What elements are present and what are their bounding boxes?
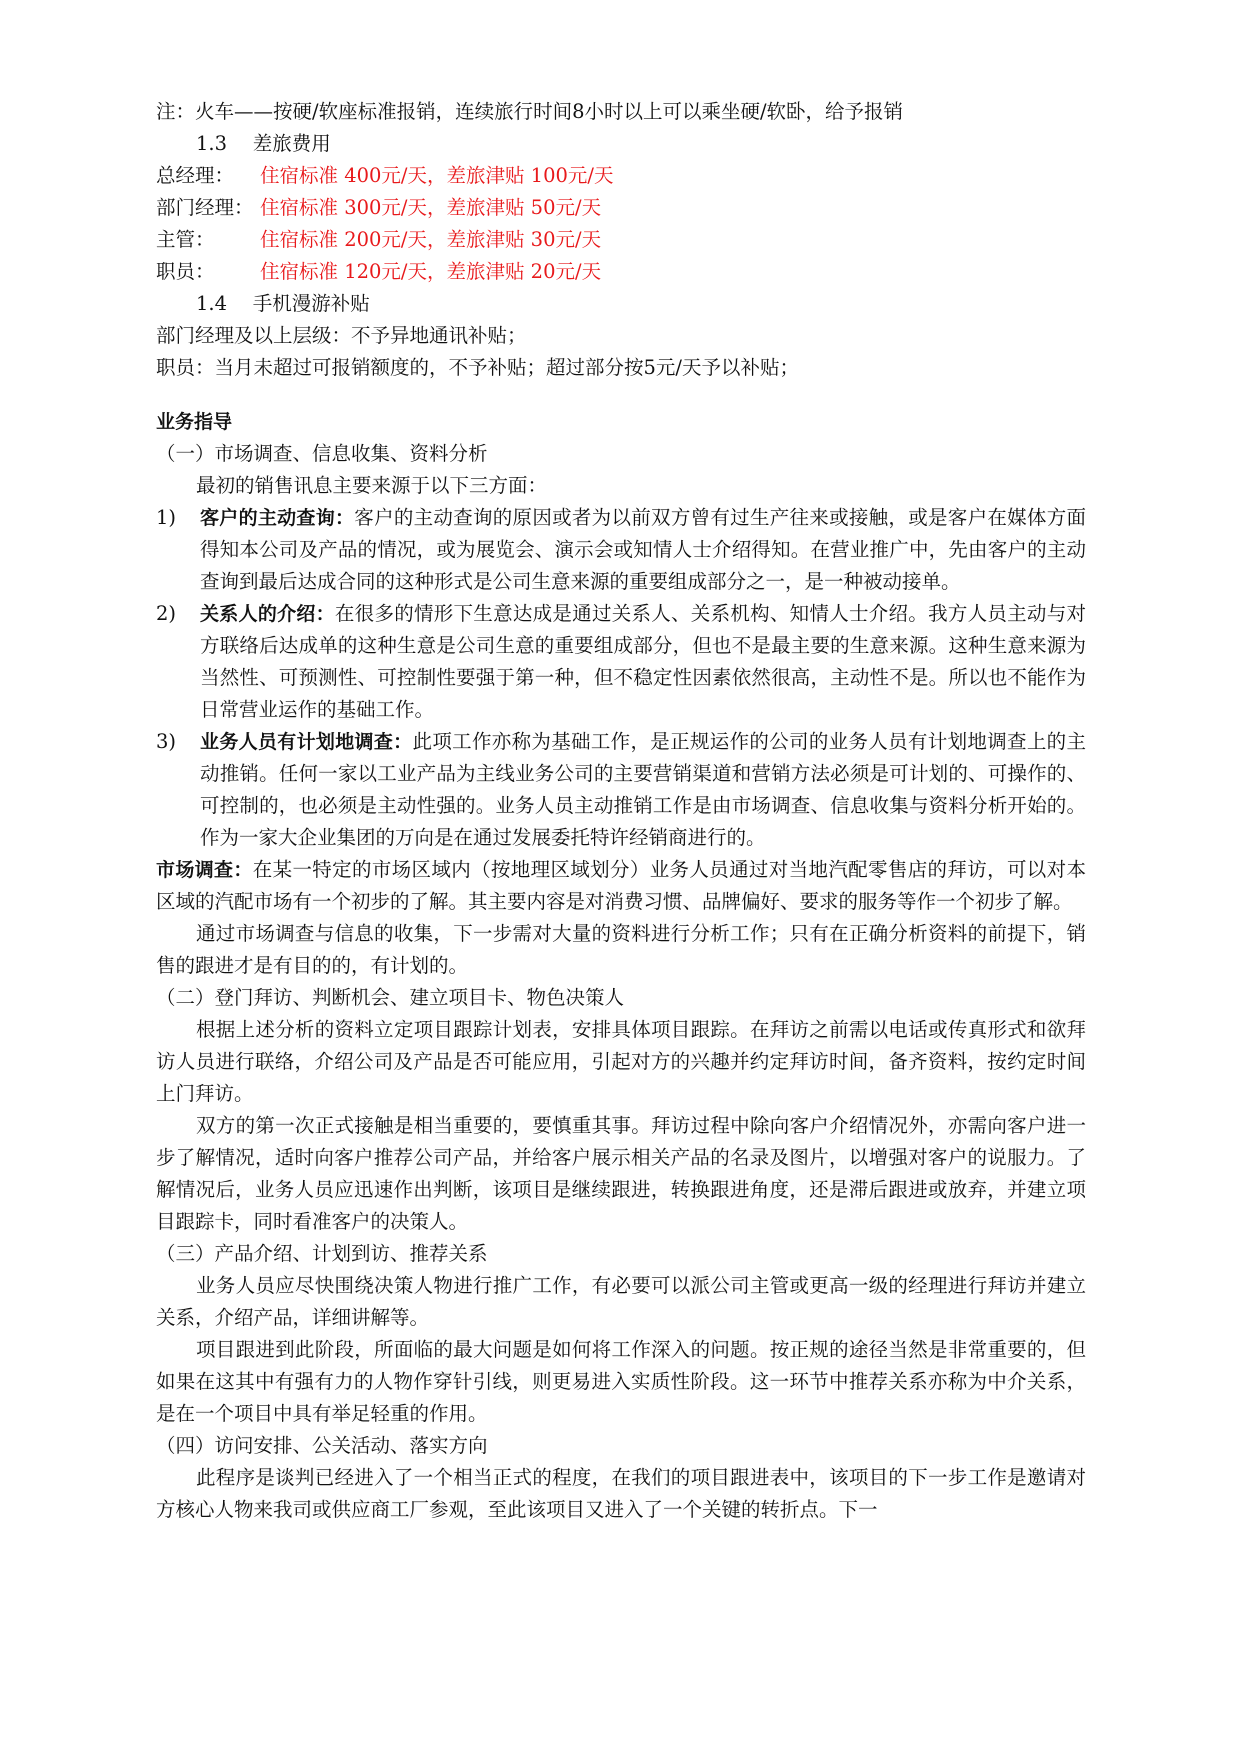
list-item xyxy=(156,502,1086,598)
section-3-paragraph-2: 项目跟进到此阶段，所面临的最大问题是如何将工作深入的问题。按正规的途径当然是非常重要的，但如果在这其中有强有力的人物作穿针引线，则更易进入实质性阶段。这一环节中推荐关系亦称为中介关系，是在一个项目中具有举足轻重的作用。 xyxy=(156,1338,1086,1425)
list-item-heading: 业务人员有计划地调查： xyxy=(200,731,413,753)
section-1-intro: 最初的销售讯息主要来源于以下三方面： xyxy=(196,474,548,497)
expense-value: 住宿标准 400元/天，差旅津贴 100元/天 xyxy=(260,164,614,187)
roaming-rule-staff: 职员：当月未超过可报销额度的，不予补贴；超过部分按5元/天予以补贴； xyxy=(156,356,799,379)
section-heading-3: （三）产品介绍、计划到访、推荐关系 xyxy=(156,1242,488,1265)
expense-row xyxy=(156,224,1086,256)
section-heading-1-4: 1.4 手机漫游补贴 xyxy=(196,292,370,315)
section-2-paragraph-2: 双方的第一次正式接触是相当重要的，要慎重其事。拜访过程中除向客户介绍情况外，亦需向客户进一步了解情况，适时向客户推荐公司产品，并给客户展示相关产品的名录及图片，以增强对客户的说服力。了解情况后，业务人员应迅速作出判断，该项目是继续跟进，转换跟进角度，还是滞后跟进或放弃，并建立项目跟踪卡，同时看准客户的决策人。 xyxy=(156,1114,1086,1233)
list-number: 1) xyxy=(156,506,177,529)
list-item-text: 在很多的情形下生意达成是通过关系人、关系机构、知情人士介绍。我方人员主动与对方联络后达成单的这种生意是公司生意的重要组成部分，但也不是最主要的生意来源。这种生意来源为当然性、可预测性、可控制性要强于第一种，但不稳定性因素依然很高，主动性不是。所以也不能作为日常营业运作的基础工作。 xyxy=(200,602,1086,721)
section-heading-1: （一）市场调查、信息收集、资料分析 xyxy=(156,442,488,465)
list-item-text: 客户的主动查询的原因或者为以前双方曾有过生产往来或接触，或是客户在媒体方面得知本公司及产品的情况，或为展览会、演示会或知情人士介绍得知。在营业推广中，先由客户的主动查询到最后达成合同的这种形式是公司生意来源的重要组成部分之一，是一种被动接单。 xyxy=(200,506,1086,593)
market-research-heading: 市场调查： xyxy=(156,859,253,881)
list-item xyxy=(156,726,1086,854)
market-research-text: 在某一特定的市场区域内（按地理区域划分）业务人员通过对当地汽配零售店的拜访，可以对本区域的汽配市场有一个初步的了解。其主要内容是对消费习惯、品牌偏好、要求的服务等作一个初步了解。 xyxy=(156,858,1086,913)
expense-row xyxy=(156,192,1086,224)
list-item xyxy=(156,598,1086,726)
document-page xyxy=(156,96,1086,1526)
list-number: 2) xyxy=(156,602,177,625)
section-heading-4: （四）访问安排、公关活动、落实方向 xyxy=(156,1434,488,1457)
section-heading-2: （二）登门拜访、判断机会、建立项目卡、物色决策人 xyxy=(156,986,625,1009)
expense-label: 职员： xyxy=(156,260,215,283)
roaming-rule-managers: 部门经理及以上层级：不予异地通讯补贴； xyxy=(156,324,527,347)
section-heading-1-3: 1.3 差旅费用 xyxy=(196,132,331,155)
expense-row xyxy=(156,160,1086,192)
list-number: 3) xyxy=(156,730,177,753)
expense-label: 部门经理： xyxy=(156,196,254,219)
list-item-heading: 关系人的介绍： xyxy=(200,603,335,625)
business-guide-title: 业务指导 xyxy=(156,411,233,433)
expense-value: 住宿标准 120元/天，差旅津贴 20元/天 xyxy=(260,260,602,283)
expense-value: 住宿标准 200元/天，差旅津贴 30元/天 xyxy=(260,228,602,251)
train-note: 注：火车——按硬/软座标准报销，连续旅行时间8小时以上可以乘坐硬/软卧，给予报销 xyxy=(156,100,904,123)
expense-label: 总经理： xyxy=(156,164,235,187)
analysis-paragraph: 通过市场调查与信息的收集，下一步需对大量的资料进行分析工作；只有在正确分析资料的前提下，销售的跟进才是有目的的，有计划的。 xyxy=(156,922,1086,977)
section-4-paragraph-1: 此程序是谈判已经进入了一个相当正式的程度，在我们的项目跟进表中，该项目的下一步工作是邀请对方核心人物来我司或供应商工厂参观，至此该项目又进入了一个关键的转折点。下一 xyxy=(156,1466,1086,1521)
section-3-paragraph-1: 业务人员应尽快围绕决策人物进行推广工作，有必要可以派公司主管或更高一级的经理进行拜访并建立关系，介绍产品，详细讲解等。 xyxy=(156,1274,1086,1329)
expense-label: 主管： xyxy=(156,228,215,251)
list-item-text: 此项工作亦称为基础工作，是正规运作的公司的业务人员有计划地调查上的主动推销。任何一家以工业产品为主线业务公司的主要营销渠道和营销方法必须是可计划的、可操作的、可控制的，也必须是主动性强的。业务人员主动推销工作是由市场调查、信息收集与资料分析开始的。作为一家大企业集团的万向是在通过发展委托特许经销商进行的。 xyxy=(200,730,1086,849)
list-item-heading: 客户的主动查询： xyxy=(200,507,355,529)
expense-value: 住宿标准 300元/天，差旅津贴 50元/天 xyxy=(260,196,602,219)
section-2-paragraph-1: 根据上述分析的资料立定项目跟踪计划表，安排具体项目跟踪。在拜访之前需以电话或传真形式和欲拜访人员进行联络，介绍公司及产品是否可能应用，引起对方的兴趣并约定拜访时间，备齐资料，按约定时间上门拜访。 xyxy=(156,1018,1086,1105)
expense-row xyxy=(156,256,1086,288)
market-research-paragraph xyxy=(156,854,1086,918)
